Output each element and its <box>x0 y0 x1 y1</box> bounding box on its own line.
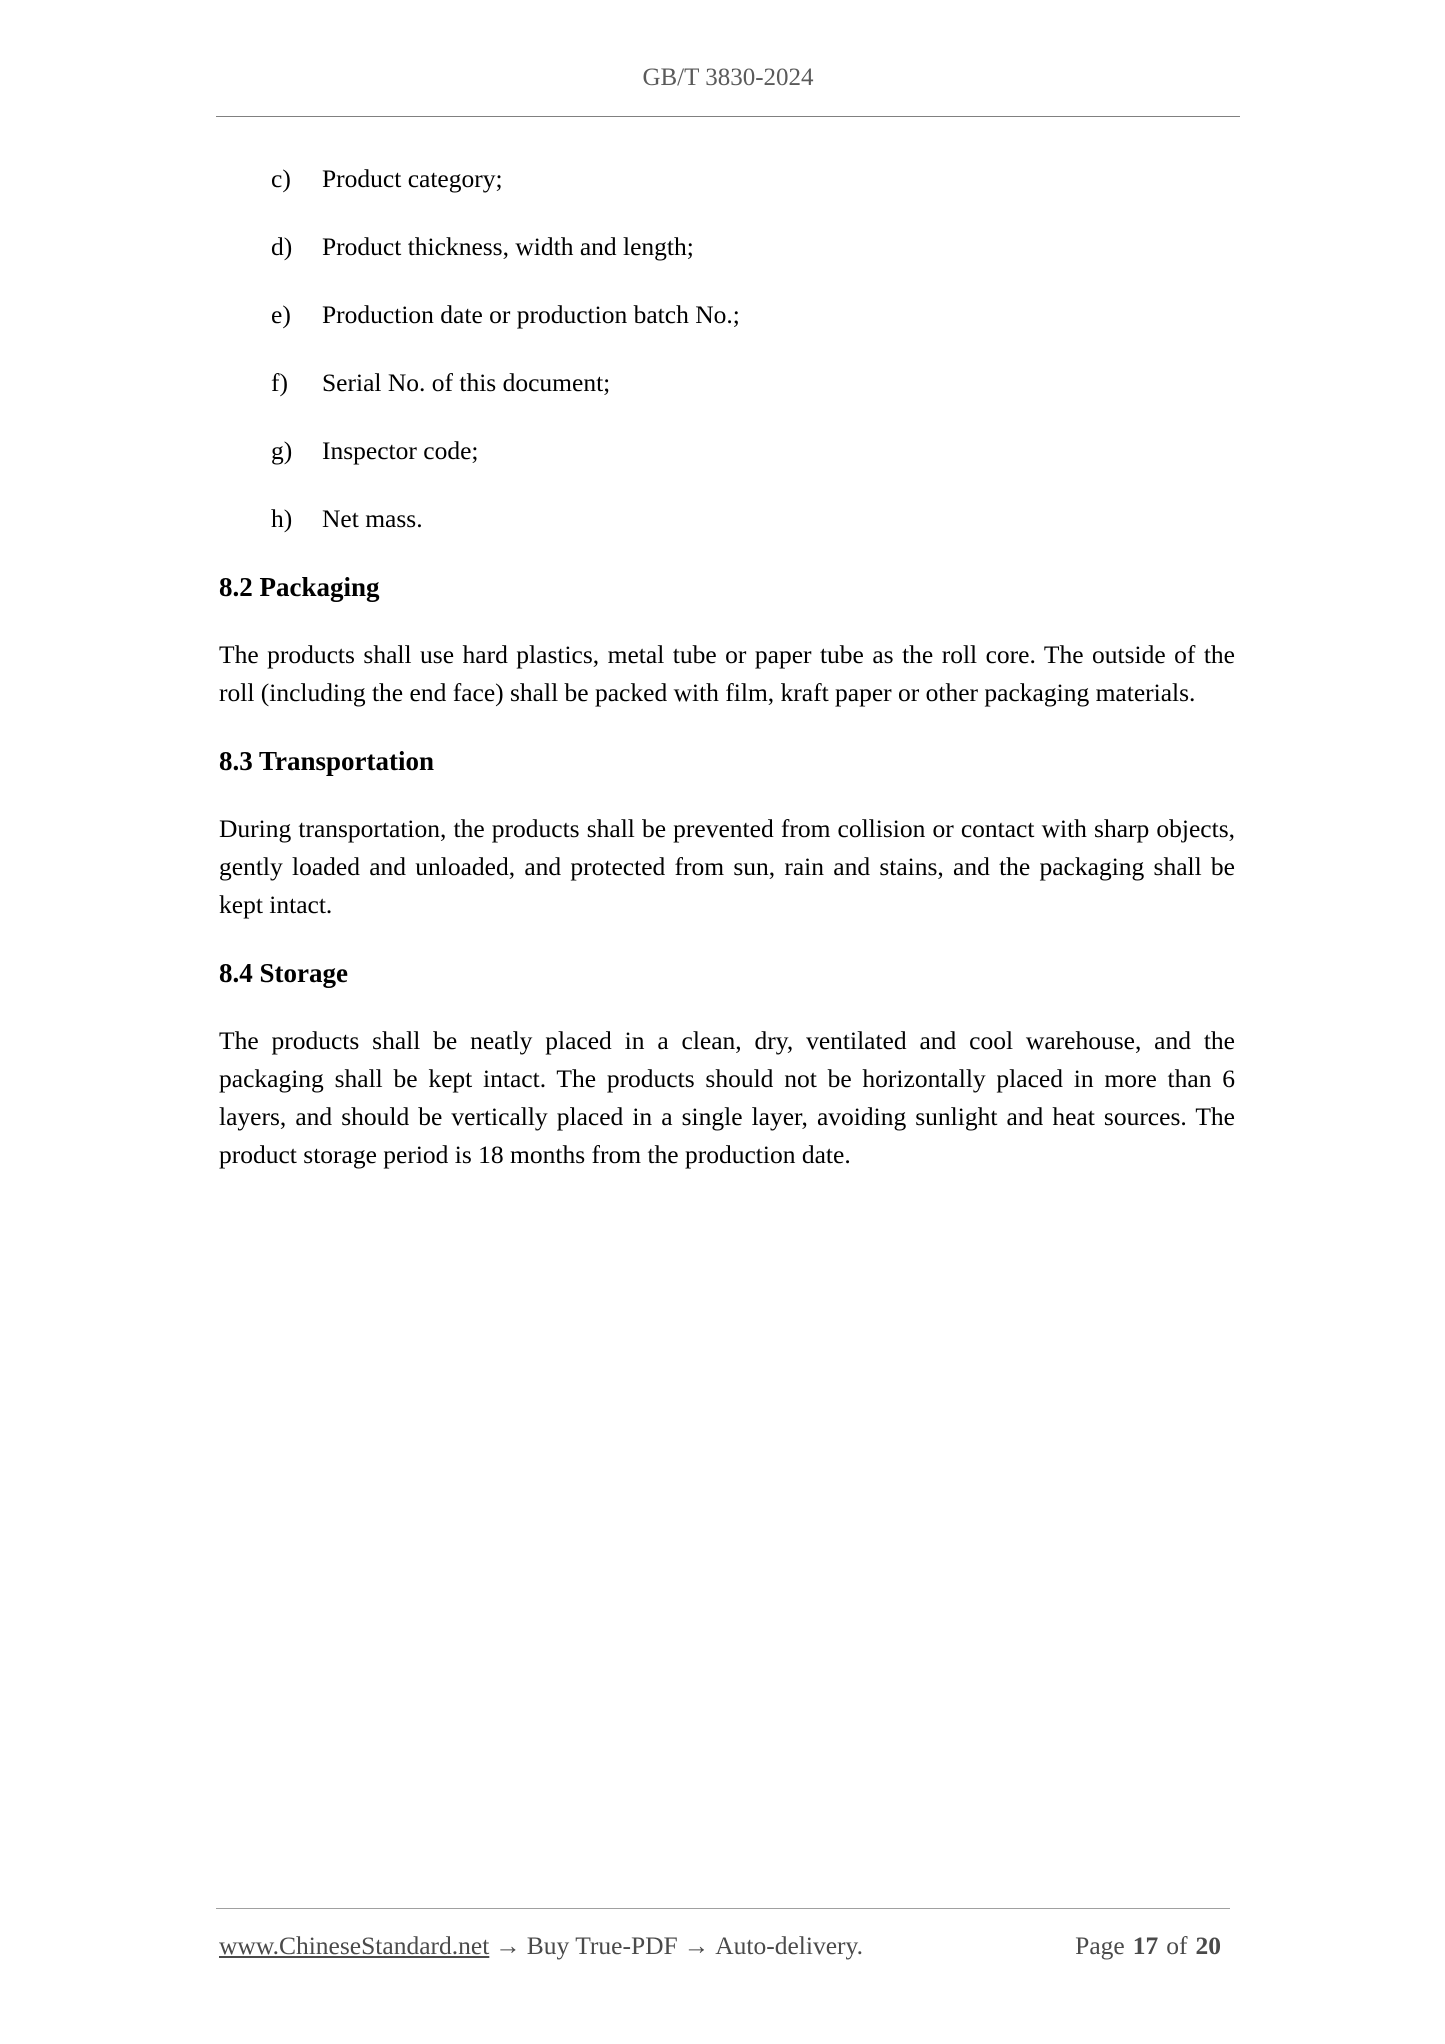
arrow-right-icon: → <box>495 1931 521 1960</box>
list-item <box>219 364 1235 402</box>
page-label: Page <box>1075 1931 1125 1960</box>
list-text: Product thickness, width and length; <box>322 232 694 261</box>
list-item <box>219 296 1235 334</box>
list-item <box>219 500 1235 538</box>
section-heading-storage: 8.4 Storage <box>219 958 348 988</box>
list-text: Serial No. of this document; <box>322 368 611 397</box>
list-item <box>219 228 1235 266</box>
list-marker: h) <box>271 504 293 533</box>
buy-true-pdf-text: Buy True-PDF <box>526 1931 678 1960</box>
list-item <box>219 432 1235 470</box>
list-marker: c) <box>271 164 291 193</box>
footer-promo <box>219 1928 863 1964</box>
footer-rule <box>216 1908 1230 1909</box>
page-current: 17 <box>1132 1931 1159 1960</box>
document-body <box>219 160 1235 1204</box>
section-heading-transportation: 8.3 Transportation <box>219 746 435 776</box>
auto-delivery-text: Auto-delivery. <box>715 1931 863 1960</box>
list-marker: f) <box>271 368 288 397</box>
list-item <box>219 160 1235 198</box>
section-heading-packaging: 8.2 Packaging <box>219 572 380 602</box>
page-total: 20 <box>1195 1931 1221 1960</box>
header-rule <box>216 116 1240 117</box>
section-paragraph-storage: The products shall be neatly placed in a clean, dry, ventilated and cool warehouse, and the packaging shall be kept intact. The products should not be horizontally placed in more than 6 layers, and should be vertically placed in a single layer, avoiding sunlight and heat sources. The product storage period is 18 months from the production date. <box>219 1026 1235 1169</box>
arrow-right-icon: → <box>683 1931 710 1960</box>
page-number <box>1075 1928 1229 1964</box>
list-text: Net mass. <box>322 504 423 533</box>
section-paragraph-packaging: The products shall use hard plastics, metal tube or paper tube as the roll core. The outside of the roll (including the end face) shall be packed with film, kraft paper or other packaging materials. <box>219 640 1235 707</box>
section-paragraph-transportation: During transportation, the products shall be prevented from collision or contact with sharp objects, gently loaded and unloaded, and protected from sun, rain and stains, and the packaging shall be kept intact. <box>219 814 1235 919</box>
list-marker: d) <box>271 232 293 261</box>
list-marker: g) <box>271 436 293 465</box>
page-of-label: of <box>1166 1931 1188 1960</box>
list-text: Inspector code; <box>322 436 479 465</box>
page-header: GB/T 3830-2024 <box>642 64 814 91</box>
list-text: Production date or production batch No.; <box>322 300 740 329</box>
website-link[interactable]: www.ChineseStandard.net <box>219 1931 490 1960</box>
list-marker: e) <box>271 300 291 329</box>
list-text: Product category; <box>322 164 503 193</box>
